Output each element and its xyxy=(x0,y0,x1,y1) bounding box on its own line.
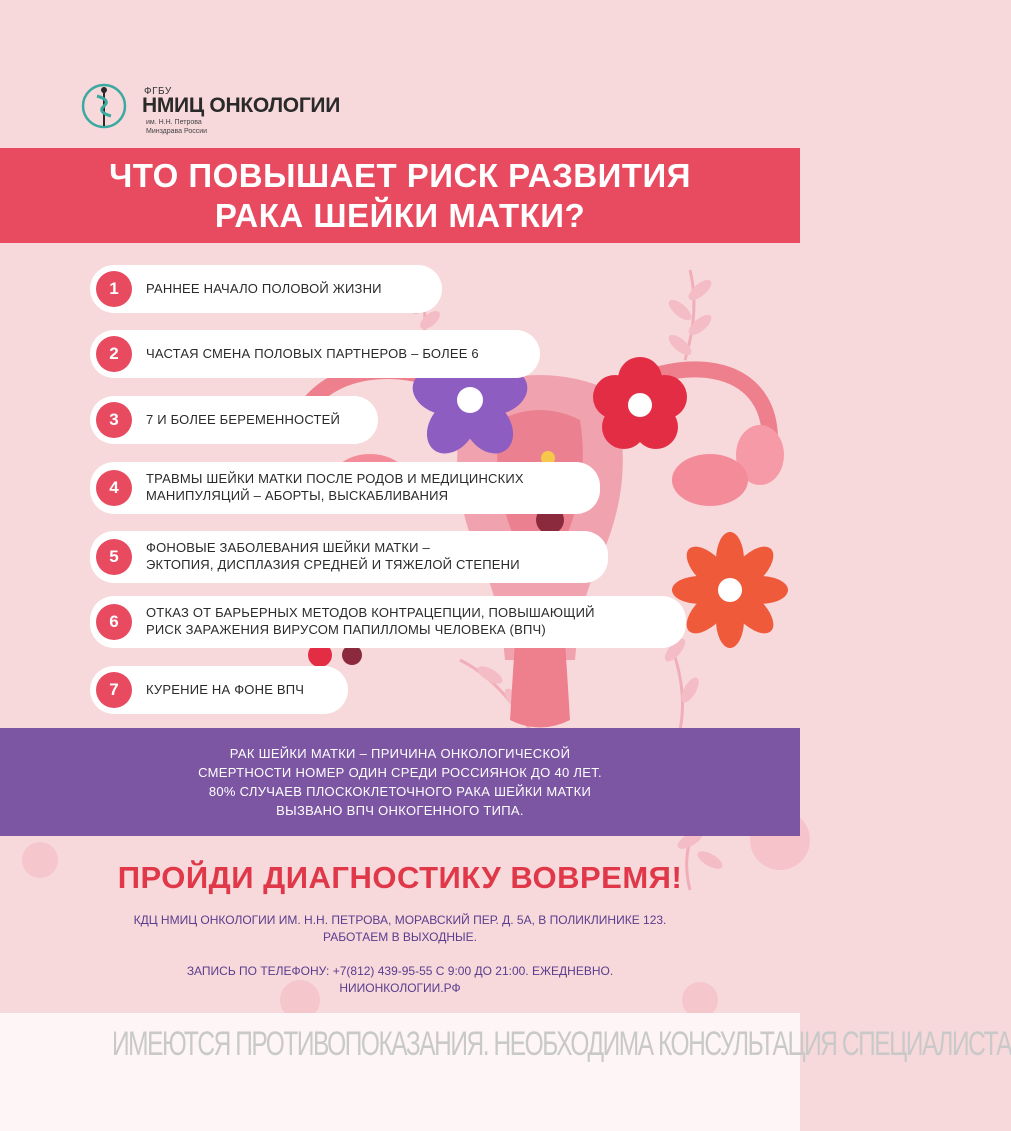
disclaimer-text: ИМЕЮТСЯ ПРОТИВОПОКАЗАНИЯ. НЕОБХОДИМА КОНСУЛЬТАЦИЯ СПЕЦИАЛИСТА xyxy=(112,1025,1011,1063)
risk-item-7 xyxy=(90,666,348,714)
risk-number-badge: 5 xyxy=(96,539,132,575)
risk-item-text xyxy=(146,681,334,698)
risk-number-badge: 7 xyxy=(96,672,132,708)
page-title-line-1: ЧТО ПОВЫШАЕТ РИСК РАЗВИТИЯ xyxy=(109,156,691,194)
risk-number-badge: 6 xyxy=(96,604,132,640)
risk-item-text-line: ЧАСТАЯ СМЕНА ПОЛОВЫХ ПАРТНЕРОВ – БОЛЕЕ 6 xyxy=(146,346,479,361)
risk-number-badge: 2 xyxy=(96,336,132,372)
risk-item-text-line: ОТКАЗ ОТ БАРЬЕРНЫХ МЕТОДОВ КОНТРАЦЕПЦИИ, ПОВЫШАЮЩИЙ xyxy=(146,605,595,620)
caduceus-logo-icon xyxy=(80,78,136,134)
fact-line-1: РАК ШЕЙКИ МАТКИ – ПРИЧИНА ОНКОЛОГИЧЕСКОЙ xyxy=(229,746,571,761)
organization-logo xyxy=(80,78,400,140)
risk-item-text xyxy=(146,280,428,297)
risk-item-text-line: КУРЕНИЕ НА ФОНЕ ВПЧ xyxy=(146,682,305,697)
page-title-line-2: РАКА ШЕЙКИ МАТКИ? xyxy=(214,196,586,234)
risk-item-text-line: ФОНОВЫЕ ЗАБОЛЕВАНИЯ ШЕЙКИ МАТКИ – xyxy=(146,540,430,555)
clinic-address: КДЦ НМИЦ ОНКОЛОГИИ ИМ. Н.Н. ПЕТРОВА, МОРАВСКИЙ ПЕР. Д. 5А, В ПОЛИКЛИНИКЕ 123. xyxy=(133,913,667,927)
risk-item-text-line: РИСК ЗАРАЖЕНИЯ ВИРУСОМ ПАПИЛЛОМЫ ЧЕЛОВЕКА (ВПЧ) xyxy=(146,622,546,637)
fact-line-4: ВЫЗВАНО ВПЧ ОНКОГЕННОГО ТИПА. xyxy=(276,803,524,818)
risk-item-text xyxy=(146,604,672,638)
risk-item-text xyxy=(146,411,364,428)
risk-item-3 xyxy=(90,396,378,444)
risk-item-text-line: РАННЕЕ НАЧАЛО ПОЛОВОЙ ЖИЗНИ xyxy=(146,281,382,296)
risk-item-5 xyxy=(90,531,608,583)
risk-item-text-line: МАНИПУЛЯЦИЙ – АБОРТЫ, ВЫСКАБЛИВАНИЯ xyxy=(146,488,449,503)
logo-name: НМИЦ ОНКОЛОГИИ xyxy=(142,94,341,117)
risk-item-text-line: 7 И БОЛЕЕ БЕРЕМЕННОСТЕЙ xyxy=(146,412,341,427)
logo-prefix: ФГБУ xyxy=(144,86,172,97)
title-banner xyxy=(0,148,800,243)
risk-item-6 xyxy=(90,596,686,648)
logo-subtitle-ministry: Минздрава России xyxy=(146,128,208,135)
risk-item-text-line: ЭКТОПИЯ, ДИСПЛАЗИЯ СРЕДНЕЙ И ТЯЖЕЛОЙ СТЕПЕНИ xyxy=(146,557,520,572)
risk-item-text xyxy=(146,345,526,362)
risk-item-4 xyxy=(90,462,600,514)
risk-number-badge: 4 xyxy=(96,470,132,506)
website-link[interactable]: НИИОНКОЛОГИИ.РФ xyxy=(339,981,461,995)
fact-line-3: 80% СЛУЧАЕВ ПЛОСКОКЛЕТОЧНОГО РАКА ШЕЙКИ МАТКИ xyxy=(208,784,592,799)
logo-subtitle: им. Н.Н. Петрова xyxy=(146,119,202,126)
weekend-notice: РАБОТАЕМ В ВЫХОДНЫЕ. xyxy=(323,930,477,944)
risk-item-text xyxy=(146,539,594,573)
risk-item-2 xyxy=(90,330,540,378)
risk-number-badge: 1 xyxy=(96,271,132,307)
risk-number-badge: 3 xyxy=(96,402,132,438)
fact-line-2: СМЕРТНОСТИ НОМЕР ОДИН СРЕДИ РОССИЯНОК ДО 40 ЛЕТ. xyxy=(198,765,602,780)
facts-banner xyxy=(0,728,800,836)
risk-item-text xyxy=(146,470,586,504)
risk-item-text-line: ТРАВМЫ ШЕЙКИ МАТКИ ПОСЛЕ РОДОВ И МЕДИЦИНСКИХ xyxy=(146,471,524,486)
risk-item-1 xyxy=(90,265,442,313)
call-to-action-heading: ПРОЙДИ ДИАГНОСТИКУ ВОВРЕМЯ! xyxy=(117,860,683,895)
phone-booking: ЗАПИСЬ ПО ТЕЛЕФОНУ: +7(812) 439-95-55 С 9:00 ДО 21:00. ЕЖЕДНЕВНО. xyxy=(186,964,614,978)
